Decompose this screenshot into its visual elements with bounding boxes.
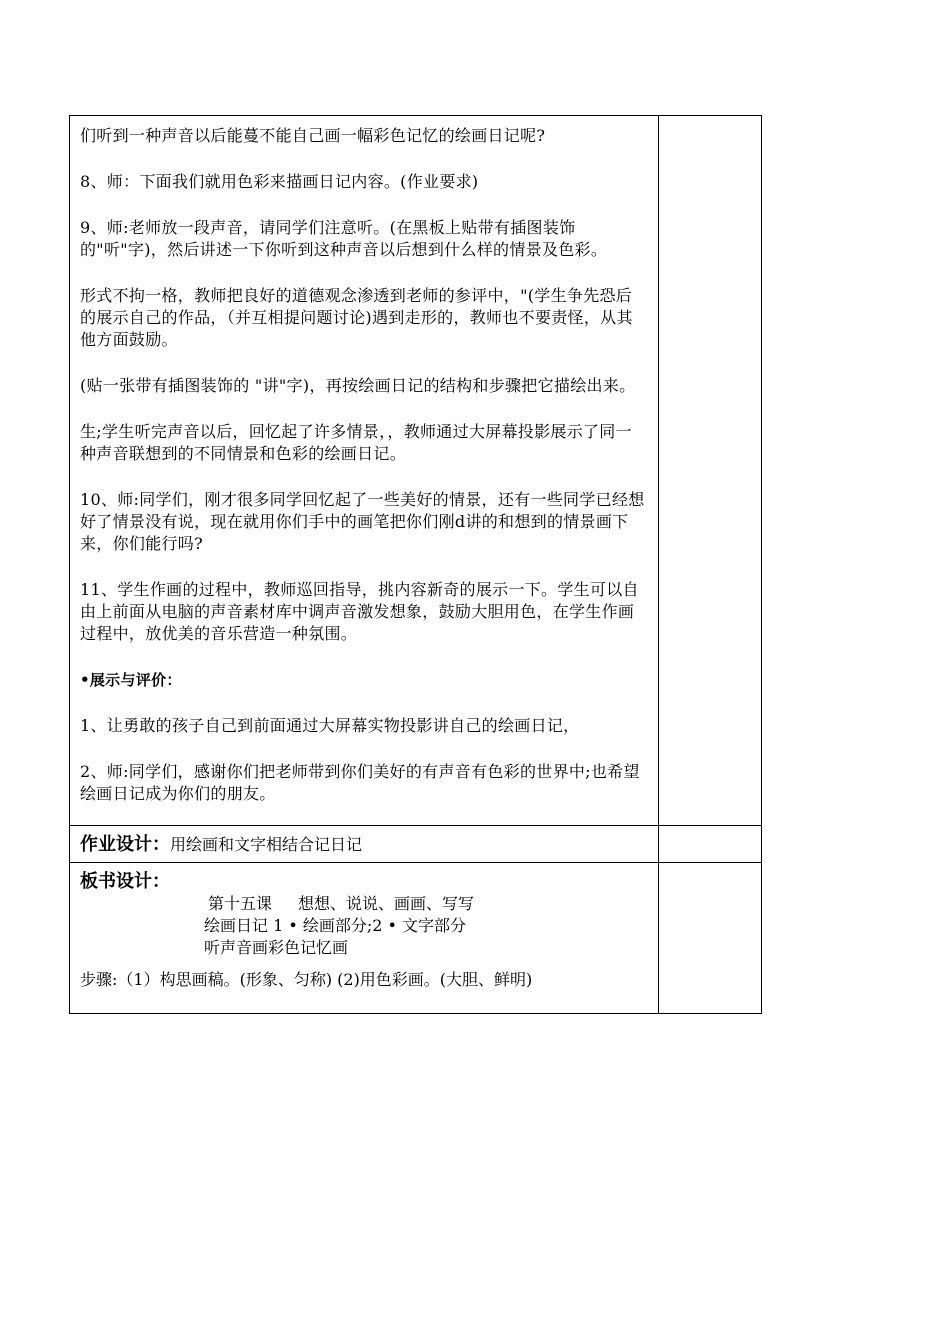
board-label: 板书设计： bbox=[80, 871, 170, 892]
content-row bbox=[70, 116, 762, 826]
display-item: 1、让勇敢的孩子自己到前面通过大屏幕实物投影讲自己的绘画日记， bbox=[80, 716, 580, 735]
paragraph: 们听到一种声音以后能蔓不能自己画一幅彩色记忆的绘画日记呢? bbox=[80, 126, 546, 145]
lesson-title: 想想、说说、画画、写写 bbox=[298, 894, 475, 913]
display-evaluation-heading: •展示与评价： bbox=[80, 671, 182, 689]
content-cell bbox=[70, 116, 659, 826]
paragraph: 8、师：下面我们就用色彩来描画日记内容。(作业要求) bbox=[80, 172, 479, 191]
homework-label: 作业设计： bbox=[80, 834, 170, 855]
paragraph: 11、学生作画的过程中，教师巡回指导，挑内容新奇的展示一下。学生可以自由上前面从电脑的声音素材库中调声音激发想象，鼓励大胆用色，在学生作画过程中，放优美的音乐营造一种氛围。 bbox=[80, 580, 639, 643]
board-line: 绘画日记 1 • 绘画部分;2 • 文字部分 bbox=[204, 916, 467, 935]
paragraph: 9、师:老师放一段声音，请同学们注意听。(在黑板上贴带有插图装饰的"听"字)，然后讲述一下你听到这种声音以后想到什么样的情景及色彩。 bbox=[80, 218, 608, 259]
board-cell bbox=[70, 863, 659, 1014]
side-cell bbox=[658, 826, 761, 863]
paragraph: 形式不拘一格，教师把良好的道德观念渗透到老师的参评中，"(学生争先恐后的展示自己的作品，（并互相提问题讨论)遇到走形的，教师也不要责怪，从其他方面鼓励。 bbox=[80, 286, 633, 349]
board-line: 听声音画彩色记忆画 bbox=[204, 938, 349, 957]
paragraph: 生;学生听完声音以后，回忆起了许多情景，，教师通过大屏幕投影展示了同一种声音联想到的不同情景和色彩的绘画日记。 bbox=[80, 422, 632, 463]
homework-text: 用绘画和文字相结合记日记 bbox=[170, 835, 363, 854]
side-cell bbox=[658, 863, 761, 1014]
board-steps: 步骤:（1）构思画稿。(形象、匀称) (2)用色彩画。(大胆、鲜明) bbox=[80, 970, 533, 989]
board-lesson-line bbox=[80, 893, 648, 915]
homework-row bbox=[70, 826, 762, 863]
display-item: 2、师:同学们，感谢你们把老师带到你们美好的有声音有色彩的世界中;也希望绘画日记成为你们的朋友。 bbox=[80, 762, 640, 803]
paragraph: 10、师:同学们，刚才很多同学回忆起了一些美好的情景，还有一些同学已经想好了情景没有说，现在就用你们手中的画笔把你们刚d讲的和想到的情景画下来，你们能行吗? bbox=[80, 490, 645, 553]
homework-cell bbox=[70, 826, 659, 863]
lesson-number: 第十五课 bbox=[208, 894, 273, 913]
side-cell bbox=[658, 116, 761, 826]
board-row bbox=[70, 863, 762, 1014]
lesson-plan-table bbox=[69, 115, 762, 1014]
paragraph: (贴一张带有插图装饰的 "讲"字)，再按绘画日记的结构和步骤把它描绘出来。 bbox=[80, 376, 636, 395]
